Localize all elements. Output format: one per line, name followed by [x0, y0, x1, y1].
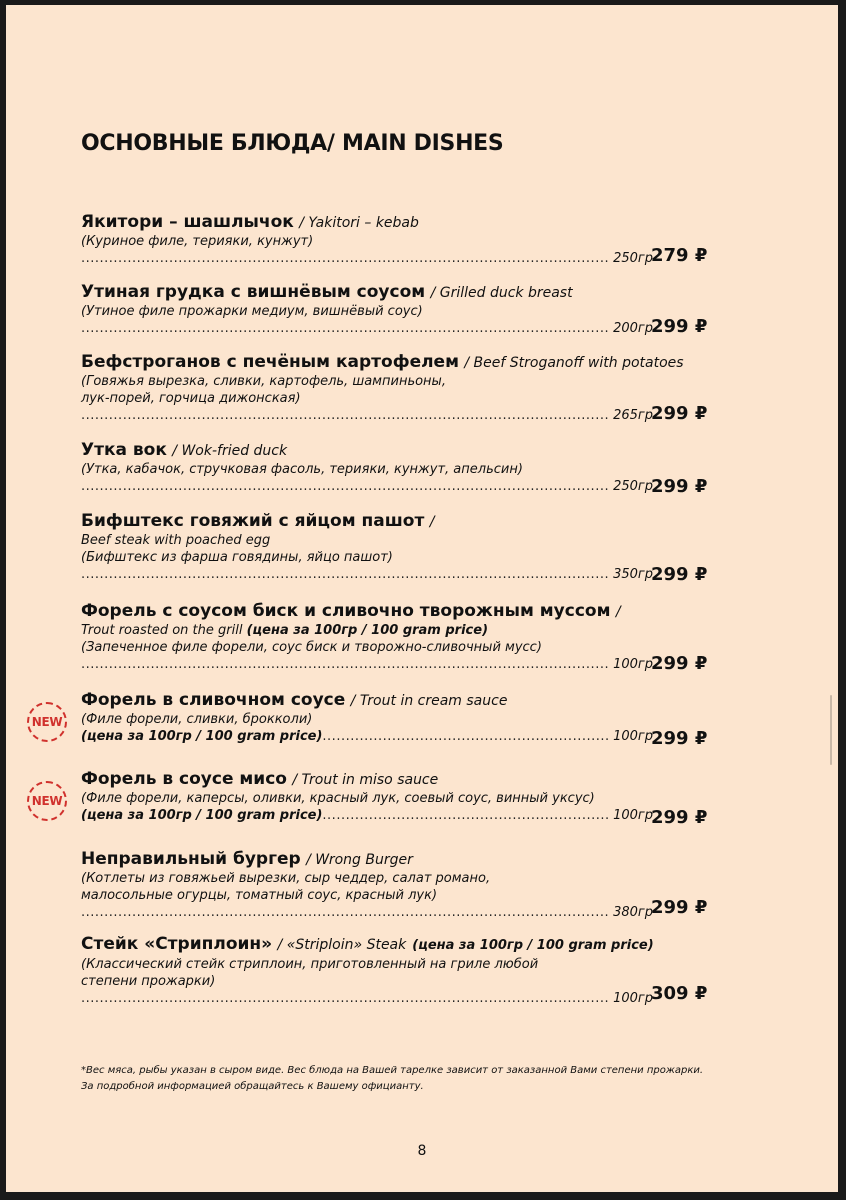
dish-name-en: /	[615, 604, 621, 620]
price-note: (цена за 100гр / 100 gram price)	[246, 623, 489, 638]
dish-price: 309 ₽	[651, 983, 708, 1004]
dot-leader	[81, 320, 610, 337]
footnote-line: За подробной информацией обращайтесь к Вашему официанту.	[81, 1081, 424, 1092]
dish-name: Бифштекс говяжий с яйцом пашот	[81, 511, 425, 531]
dish-description: (Бифштекс из фарша говядины, яйцо пашот)	[81, 550, 393, 565]
dot-leader	[81, 990, 610, 1007]
dish-description: степени прожарки)	[81, 974, 216, 989]
dish-description: (Говяжья вырезка, сливки, картофель, шампиньоны,	[81, 374, 446, 389]
price-note: (цена за 100гр / 100 gram price)	[412, 938, 654, 953]
dish-description: лук-порей, горчица дижонская)	[81, 391, 301, 406]
dish-description: (Утка, кабачок, стручковая фасоль, терияки, кунжут, апельсин)	[81, 462, 523, 477]
dot-leader	[322, 728, 610, 745]
dish-name-en-line: Beef steak with poached egg	[81, 533, 271, 548]
dish-weight: 350гр	[613, 567, 653, 582]
dish-description: (Куриное филе, терияки, кунжут)	[81, 234, 314, 249]
dish-name: Форель в соусе мисо	[81, 769, 287, 789]
dish-weight: 100гр	[613, 657, 653, 672]
new-badge: NEW	[27, 702, 67, 742]
dish-weight-line	[81, 478, 653, 495]
dish-price: 279 ₽	[651, 245, 708, 266]
dish-description: (Утиное филе прожарки медиум, вишнёвый соус)	[81, 304, 423, 319]
dish-price: 299 ₽	[651, 316, 708, 337]
dish-name-en: / Wrong Burger	[306, 852, 413, 868]
dish-price: 299 ₽	[651, 728, 708, 749]
dish-name-en: / Grilled duck breast	[430, 285, 573, 301]
dish-name: Стейк «Стриплоин»	[81, 934, 273, 954]
dot-leader	[81, 904, 610, 921]
dish-weight-line	[81, 656, 653, 673]
price-note: (цена за 100гр / 100 gram price)	[81, 808, 323, 823]
dish-name: Бефстроганов с печёным картофелем	[81, 352, 459, 372]
dish-weight-line	[81, 807, 653, 824]
dish-name-en: / Wok-fried duck	[172, 443, 288, 459]
dish-weight: 200гр	[613, 321, 653, 336]
footnote-line: *Вес мяса, рыбы указан в сыром виде. Вес блюда на Вашей тарелке зависит от заказанной Вами степени прожарки.	[81, 1065, 704, 1076]
dot-leader	[81, 407, 610, 424]
dish-weight: 100гр	[613, 991, 653, 1006]
dish-name: Якитори – шашлычок	[81, 212, 294, 232]
dish-description: (Филе форели, сливки, брокколи)	[81, 712, 313, 727]
dish-weight-line	[81, 320, 653, 337]
dot-leader	[81, 656, 610, 673]
dish-price: 299 ₽	[651, 476, 708, 497]
footnote	[81, 1063, 771, 1095]
dish-weight-line	[81, 728, 653, 745]
dish-weight-line	[81, 566, 653, 583]
dish-price: 299 ₽	[651, 897, 708, 918]
dish-weight: 100гр	[613, 808, 653, 823]
dish-description: (Филе форели, каперсы, оливки, красный лук, соевый соус, винный уксус)	[81, 791, 595, 806]
dish-name-en: /	[429, 514, 435, 530]
dish-name-en: / Beef Stroganoff with potatoes	[464, 355, 684, 371]
dish-weight: 265гр	[613, 408, 653, 423]
dish-name-en-line: Trout roasted on the grill	[81, 623, 243, 638]
dish-weight: 380гр	[613, 905, 653, 920]
dot-leader	[322, 807, 610, 824]
dish-description: (Запеченное филе форели, соус биск и творожно-сливочный мусс)	[81, 640, 542, 655]
price-note: (цена за 100гр / 100 gram price)	[81, 729, 323, 744]
dish-name: Форель с соусом биск и сливочно творожным муссом	[81, 601, 611, 621]
dish-name: Форель в сливочном соусе	[81, 690, 346, 710]
page-number: 8	[417, 1143, 427, 1159]
dish-description: малосольные огурцы, томатный соус, красный лук)	[81, 888, 438, 903]
dish-weight-line	[81, 407, 653, 424]
dish-name: Утка вок	[81, 440, 167, 460]
dot-leader	[81, 478, 610, 495]
dish-weight-line	[81, 990, 653, 1007]
dish-description: (Котлеты из говяжьей вырезки, сыр чеддер, салат романо,	[81, 871, 491, 886]
dish-name-en: / Trout in cream sauce	[350, 693, 508, 709]
dish-weight: 100гр	[613, 729, 653, 744]
page-heading: ОСНОВНЫЕ БЛЮДА/ MAIN DISHES	[81, 131, 504, 156]
dot-leader	[81, 566, 610, 583]
dish-description: (Классический стейк стриплоин, приготовленный на гриле любой	[81, 957, 539, 972]
dish-weight: 250гр	[613, 479, 653, 494]
dish-name-en: / «Striploin» Steak	[277, 937, 407, 953]
scrollbar-thumb[interactable]	[830, 695, 832, 765]
menu-page	[6, 5, 838, 1192]
dish-price: 299 ₽	[651, 403, 708, 424]
dish-price: 299 ₽	[651, 653, 708, 674]
dish-name-en: / Yakitori – kebab	[299, 215, 419, 231]
dot-leader	[81, 250, 610, 267]
dish-price: 299 ₽	[651, 807, 708, 828]
dish-price: 299 ₽	[651, 564, 708, 585]
dish-name-en: / Trout in miso sauce	[292, 772, 439, 788]
dish-name: Утиная грудка с вишнёвым соусом	[81, 282, 426, 302]
dish-weight-line	[81, 904, 653, 921]
new-badge: NEW	[27, 781, 67, 821]
dish-name: Неправильный бургер	[81, 849, 301, 869]
dish-weight: 250гр	[613, 251, 653, 266]
dish-weight-line	[81, 250, 653, 267]
